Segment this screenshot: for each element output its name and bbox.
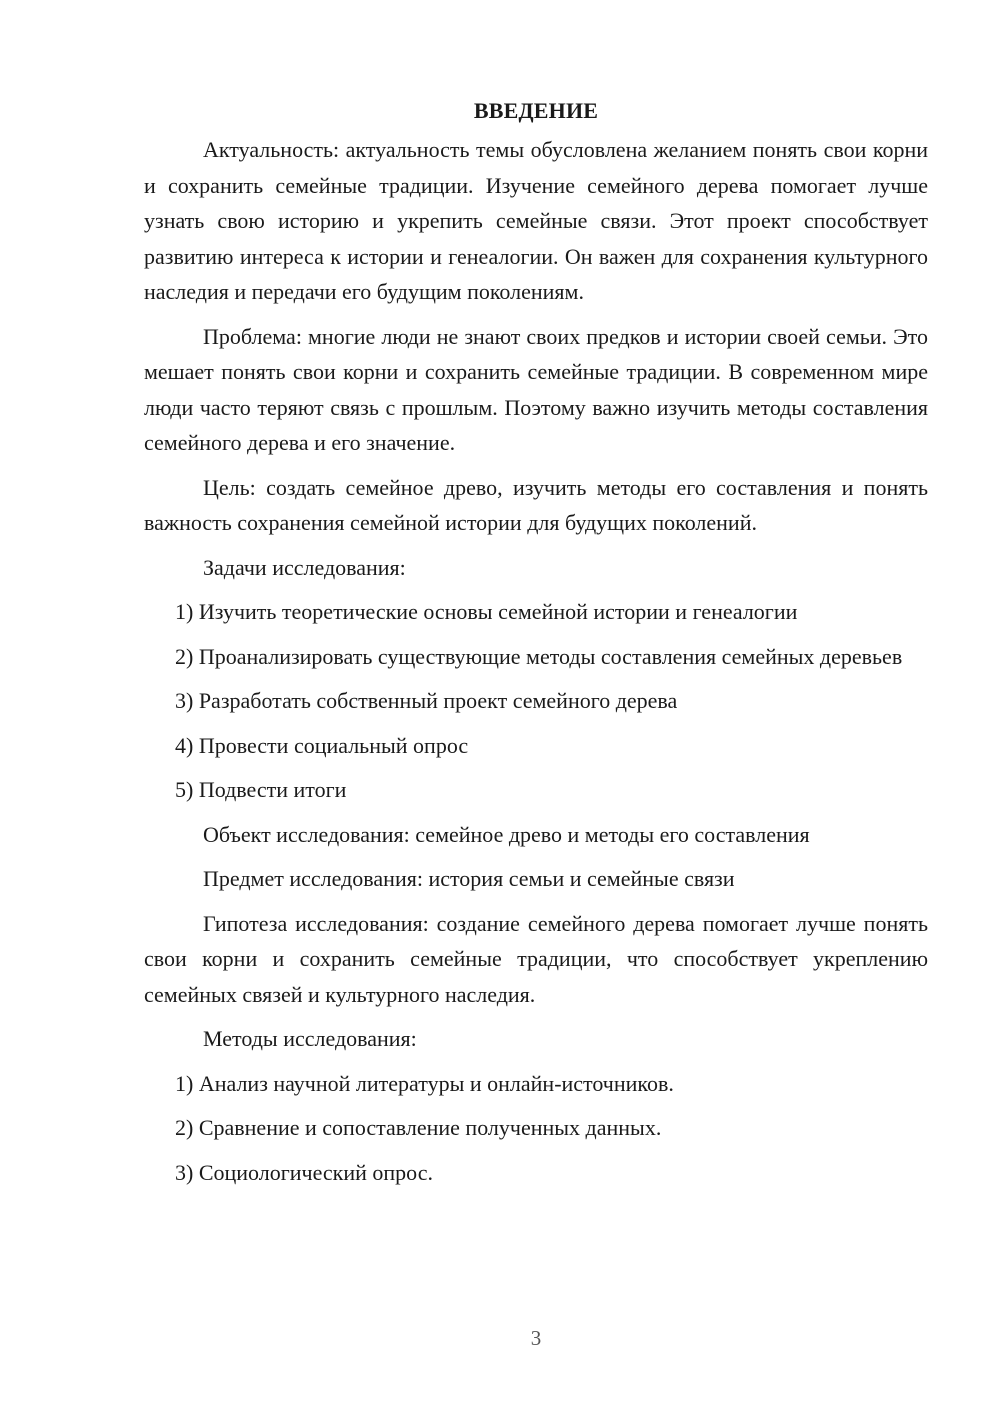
task-item-3: 3) Разработать собственный проект семейного дерева [175, 688, 678, 713]
method-item-2: 2) Сравнение и сопоставление полученных данных. [175, 1115, 662, 1140]
task-item-1: 1) Изучить теоретические основы семейной истории и генеалогии [175, 599, 798, 624]
paragraph-object: Объект исследования: семейное древо и методы его составления [203, 821, 810, 847]
section-heading: ВВЕДЕНИЕ [473, 98, 599, 123]
task-item-4: 4) Провести социальный опрос [175, 732, 469, 758]
task-item-5: 5) Подвести итоги [175, 777, 347, 802]
document-page [144, 96, 928, 1199]
paragraph-relevance: Актуальность: актуальность темы обусловлена желанием понять свои корни и сохранить семейные традиции. Изучение семейного дерева помогает лучше узнать свою историю и укрепить семейные связи. Этот проект способствует развитию интереса к истории и генеалогии. Он важен для сохранения культурного наследия и передачи его будущим поколениям. [144, 137, 928, 304]
task-item-2: 2) Проанализировать существующие методы составления семейных деревьев [175, 643, 903, 669]
paragraph-subject: Предмет исследования: история семьи и семейные связи [203, 866, 735, 891]
paragraph-goal: Цель: создать семейное древо, изучить методы его составления и понять важность сохранения семейной истории для будущих поколений. [144, 474, 928, 535]
tasks-title: Задачи исследования: [203, 554, 406, 580]
method-item-3: 3) Социологический опрос. [175, 1159, 433, 1185]
page-number: 3 [530, 1326, 542, 1350]
paragraph-problem: Проблема: многие люди не знают своих предков и истории своей семьи. Это мешает понять свои корни и сохранить семейные традиции. В современном мире люди часто теряют связь с прошлым. Поэтому важно изучить методы составления семейного дерева и его значение. [144, 323, 928, 455]
methods-title: Методы исследования: [203, 1026, 417, 1051]
paragraph-hypothesis: Гипотеза исследования: создание семейного дерева помогает лучше понять свои корни и сохранить семейные традиции, что способствует укреплению семейных связей и культурного наследия. [144, 910, 928, 1007]
method-item-1: 1) Анализ научной литературы и онлайн-источников. [175, 1070, 674, 1096]
